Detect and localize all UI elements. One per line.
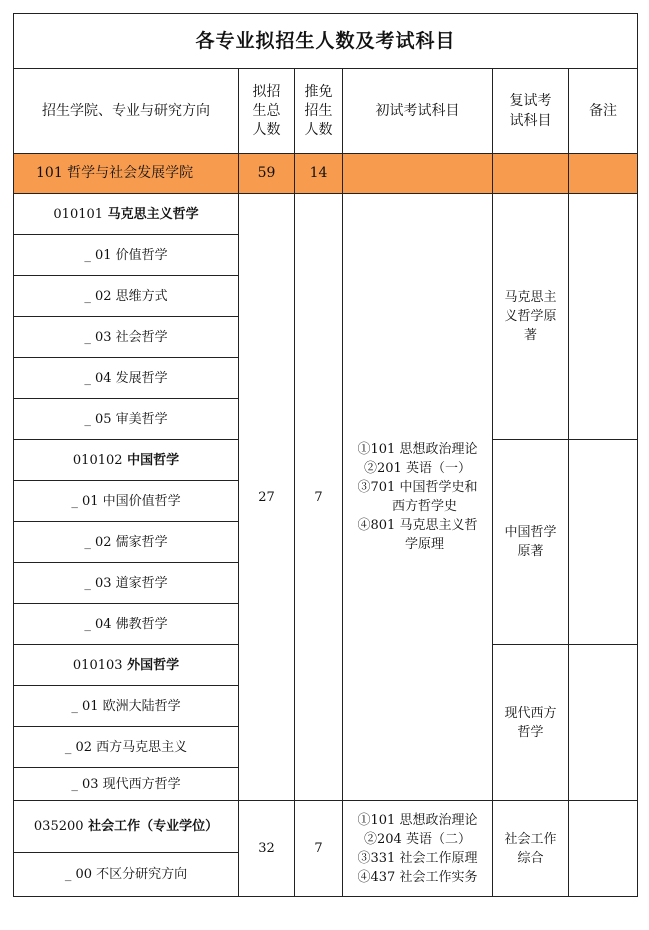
direction-item: _ 01 中国价值哲学 [14, 481, 239, 522]
group2-exempt: 7 [295, 801, 343, 897]
header-exempt: 推免 招生 人数 [295, 69, 343, 154]
direction-item: _ 05 审美哲学 [14, 399, 239, 440]
group1-first-exam: ①101 思想政治理论 ②201 英语（一） ③701 中国哲学史和 西方哲学史 ④801 马克思主义哲 学原理 [343, 194, 493, 801]
retest-chinese-philosophy: 中国哲学 原著 [493, 440, 569, 645]
table-row [14, 801, 638, 853]
header-remarks: 备注 [569, 69, 638, 154]
group1-exempt: 7 [295, 194, 343, 801]
remarks-cell [569, 645, 638, 801]
table-title: 各专业拟招生人数及考试科目 [14, 14, 638, 69]
college-row [14, 154, 638, 194]
table-row [14, 194, 638, 235]
major-name: 010102 中国哲学 [14, 440, 239, 481]
college-first-exam [343, 154, 493, 194]
group1-total: 27 [239, 194, 295, 801]
retest-social-work: 社会工作 综合 [493, 801, 569, 897]
college-exempt: 14 [295, 154, 343, 194]
direction-item: _ 02 思维方式 [14, 276, 239, 317]
header-total: 拟招 生总 人数 [239, 69, 295, 154]
group2-total: 32 [239, 801, 295, 897]
direction-item: _ 01 价值哲学 [14, 235, 239, 276]
remarks-cell [569, 440, 638, 645]
major-name: 010103 外国哲学 [14, 645, 239, 686]
header-retest: 复试考 试科目 [493, 69, 569, 154]
direction-item: _ 01 欧洲大陆哲学 [14, 686, 239, 727]
direction-item: _ 04 发展哲学 [14, 358, 239, 399]
college-retest [493, 154, 569, 194]
header-first-exam: 初试考试科目 [343, 69, 493, 154]
retest-marxism: 马克思主 义哲学原 著 [493, 194, 569, 440]
college-total: 59 [239, 154, 295, 194]
direction-item: _ 04 佛教哲学 [14, 604, 239, 645]
major-name: 010101 马克思主义哲学 [14, 194, 239, 235]
direction-item: _ 02 西方马克思主义 [14, 727, 239, 768]
direction-item: _ 03 现代西方哲学 [14, 768, 239, 801]
remarks-cell [569, 194, 638, 440]
remarks-cell [569, 801, 638, 897]
direction-item: _ 03 道家哲学 [14, 563, 239, 604]
direction-item: _ 02 儒家哲学 [14, 522, 239, 563]
college-name: 101 哲学与社会发展学院 [14, 154, 239, 194]
admissions-table [13, 13, 638, 897]
header-college: 招生学院、专业与研究方向 [14, 69, 239, 154]
major-name: 035200 社会工作（专业学位） [14, 801, 239, 853]
retest-foreign-philosophy: 现代西方 哲学 [493, 645, 569, 801]
direction-item: _ 00 不区分研究方向 [14, 853, 239, 897]
group2-first-exam: ①101 思想政治理论 ②204 英语（二） ③331 社会工作原理 ④437 社会工作实务 [343, 801, 493, 897]
direction-item: _ 03 社会哲学 [14, 317, 239, 358]
college-remarks [569, 154, 638, 194]
